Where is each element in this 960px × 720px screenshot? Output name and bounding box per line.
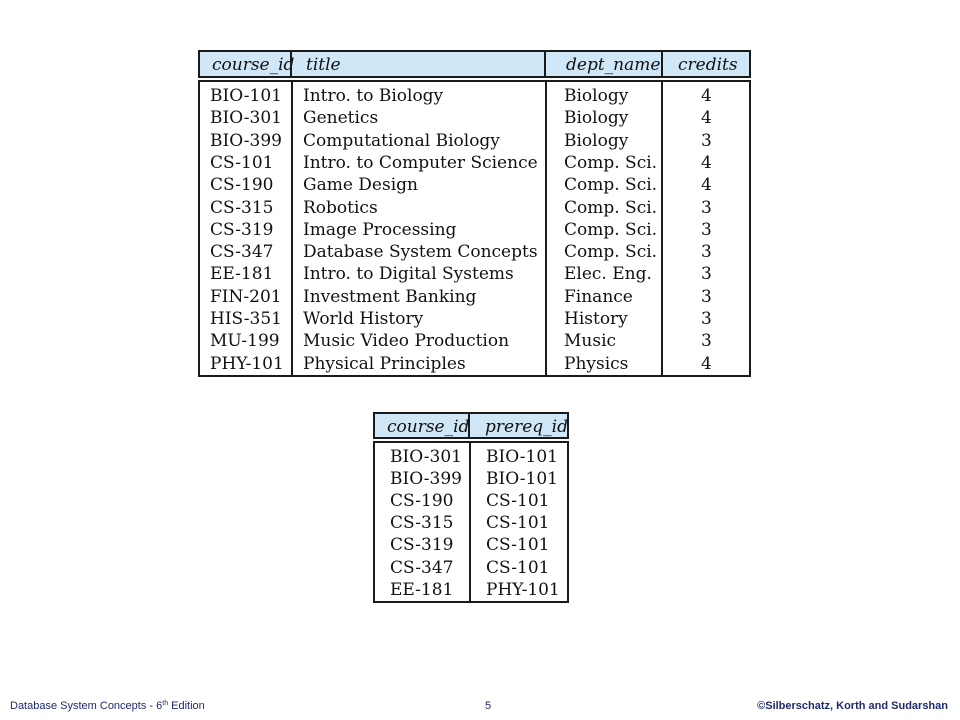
cell-credits: 4 (701, 353, 712, 374)
cell-dept-name: Biology (564, 86, 629, 106)
cell-credits: 3 (701, 331, 712, 352)
cell-title: World History (303, 309, 424, 329)
column-divider (545, 82, 547, 375)
cell-title: Database System Concepts (303, 242, 538, 263)
cell-dept-name: Comp. Sci. (564, 197, 658, 218)
cell-course-id: FIN-201 (210, 286, 282, 307)
cell-course-id: BIO-399 (390, 469, 462, 490)
cell-dept-name: Comp. Sci. (564, 175, 658, 196)
cell-title: Music Video Production (303, 331, 510, 352)
cell-prereq-id: CS-101 (486, 535, 550, 556)
header-divider (468, 414, 470, 437)
column-divider (469, 443, 471, 601)
header-credits: credits (678, 55, 738, 75)
cell-credits: 3 (701, 197, 712, 218)
cell-course-id: CS-347 (390, 557, 454, 578)
header-divider (544, 52, 546, 76)
cell-dept-name: Finance (564, 286, 633, 307)
cell-credits: 3 (701, 309, 712, 329)
header-title: title (306, 55, 341, 75)
cell-dept-name: Comp. Sci. (564, 219, 658, 240)
cell-course-id: BIO-101 (210, 86, 282, 106)
footer-book-title: Database System Concepts - 6th Edition (10, 700, 205, 712)
cell-credits: 3 (701, 264, 712, 285)
footer-copyright: ©Silberschatz, Korth and Sudarshan (757, 700, 948, 712)
cell-course-id: BIO-301 (390, 447, 462, 467)
cell-dept-name: Biology (564, 108, 629, 129)
prereq-table-body (373, 441, 569, 603)
cell-title: Physical Principles (303, 353, 466, 374)
cell-credits: 4 (701, 108, 712, 129)
cell-dept-name: Elec. Eng. (564, 264, 652, 285)
cell-course-id: PHY-101 (210, 353, 284, 374)
cell-title: Computational Biology (303, 130, 500, 151)
cell-title: Intro. to Digital Systems (303, 264, 514, 285)
cell-prereq-id: CS-101 (486, 513, 550, 534)
cell-title: Investment Banking (303, 286, 477, 307)
cell-title: Intro. to Computer Science (303, 152, 538, 173)
cell-credits: 4 (701, 152, 712, 173)
header-divider (290, 52, 292, 76)
cell-prereq-id: PHY-101 (486, 579, 560, 600)
cell-credits: 4 (701, 175, 712, 196)
cell-course-id: CS-319 (210, 219, 274, 240)
cell-title: Robotics (303, 197, 378, 218)
cell-prereq-id: CS-101 (486, 491, 550, 512)
cell-title: Game Design (303, 175, 418, 196)
cell-course-id: MU-199 (210, 331, 280, 352)
cell-course-id: HIS-351 (210, 309, 283, 329)
cell-dept-name: Comp. Sci. (564, 152, 658, 173)
column-divider (661, 82, 663, 375)
cell-course-id: BIO-301 (210, 108, 282, 129)
header-divider (661, 52, 663, 76)
column-divider (291, 82, 293, 375)
cell-credits: 3 (701, 219, 712, 240)
cell-dept-name: Comp. Sci. (564, 242, 658, 263)
cell-course-id: CS-315 (210, 197, 274, 218)
cell-credits: 4 (701, 86, 712, 106)
cell-prereq-id: CS-101 (486, 557, 550, 578)
cell-prereq-id: BIO-101 (486, 447, 558, 467)
cell-course-id: EE-181 (210, 264, 274, 285)
header-course-id: course_id (212, 55, 295, 75)
cell-prereq-id: BIO-101 (486, 469, 558, 490)
cell-title: Image Processing (303, 219, 457, 240)
header-dept-name: dept_name (566, 55, 661, 75)
course-table-body (198, 80, 751, 377)
header-course-id: course_id (387, 417, 470, 437)
cell-dept-name: Physics (564, 353, 629, 374)
cell-credits: 3 (701, 286, 712, 307)
cell-dept-name: History (564, 309, 628, 329)
course-table-header (198, 50, 751, 78)
cell-course-id: EE-181 (390, 579, 454, 600)
cell-credits: 3 (701, 130, 712, 151)
cell-course-id: CS-319 (390, 535, 454, 556)
footer-page-number: 5 (485, 700, 492, 712)
cell-title: Genetics (303, 108, 379, 129)
cell-course-id: CS-315 (390, 513, 454, 534)
cell-credits: 3 (701, 242, 712, 263)
header-prereq-id: prereq_id (485, 417, 568, 437)
cell-title: Intro. to Biology (303, 86, 444, 106)
cell-course-id: CS-347 (210, 242, 274, 263)
cell-course-id: CS-190 (210, 175, 274, 196)
cell-dept-name: Biology (564, 130, 629, 151)
cell-course-id: CS-101 (210, 152, 274, 173)
cell-course-id: CS-190 (390, 491, 454, 512)
cell-course-id: BIO-399 (210, 130, 282, 151)
prereq-table-header (373, 412, 569, 439)
cell-dept-name: Music (564, 331, 617, 352)
